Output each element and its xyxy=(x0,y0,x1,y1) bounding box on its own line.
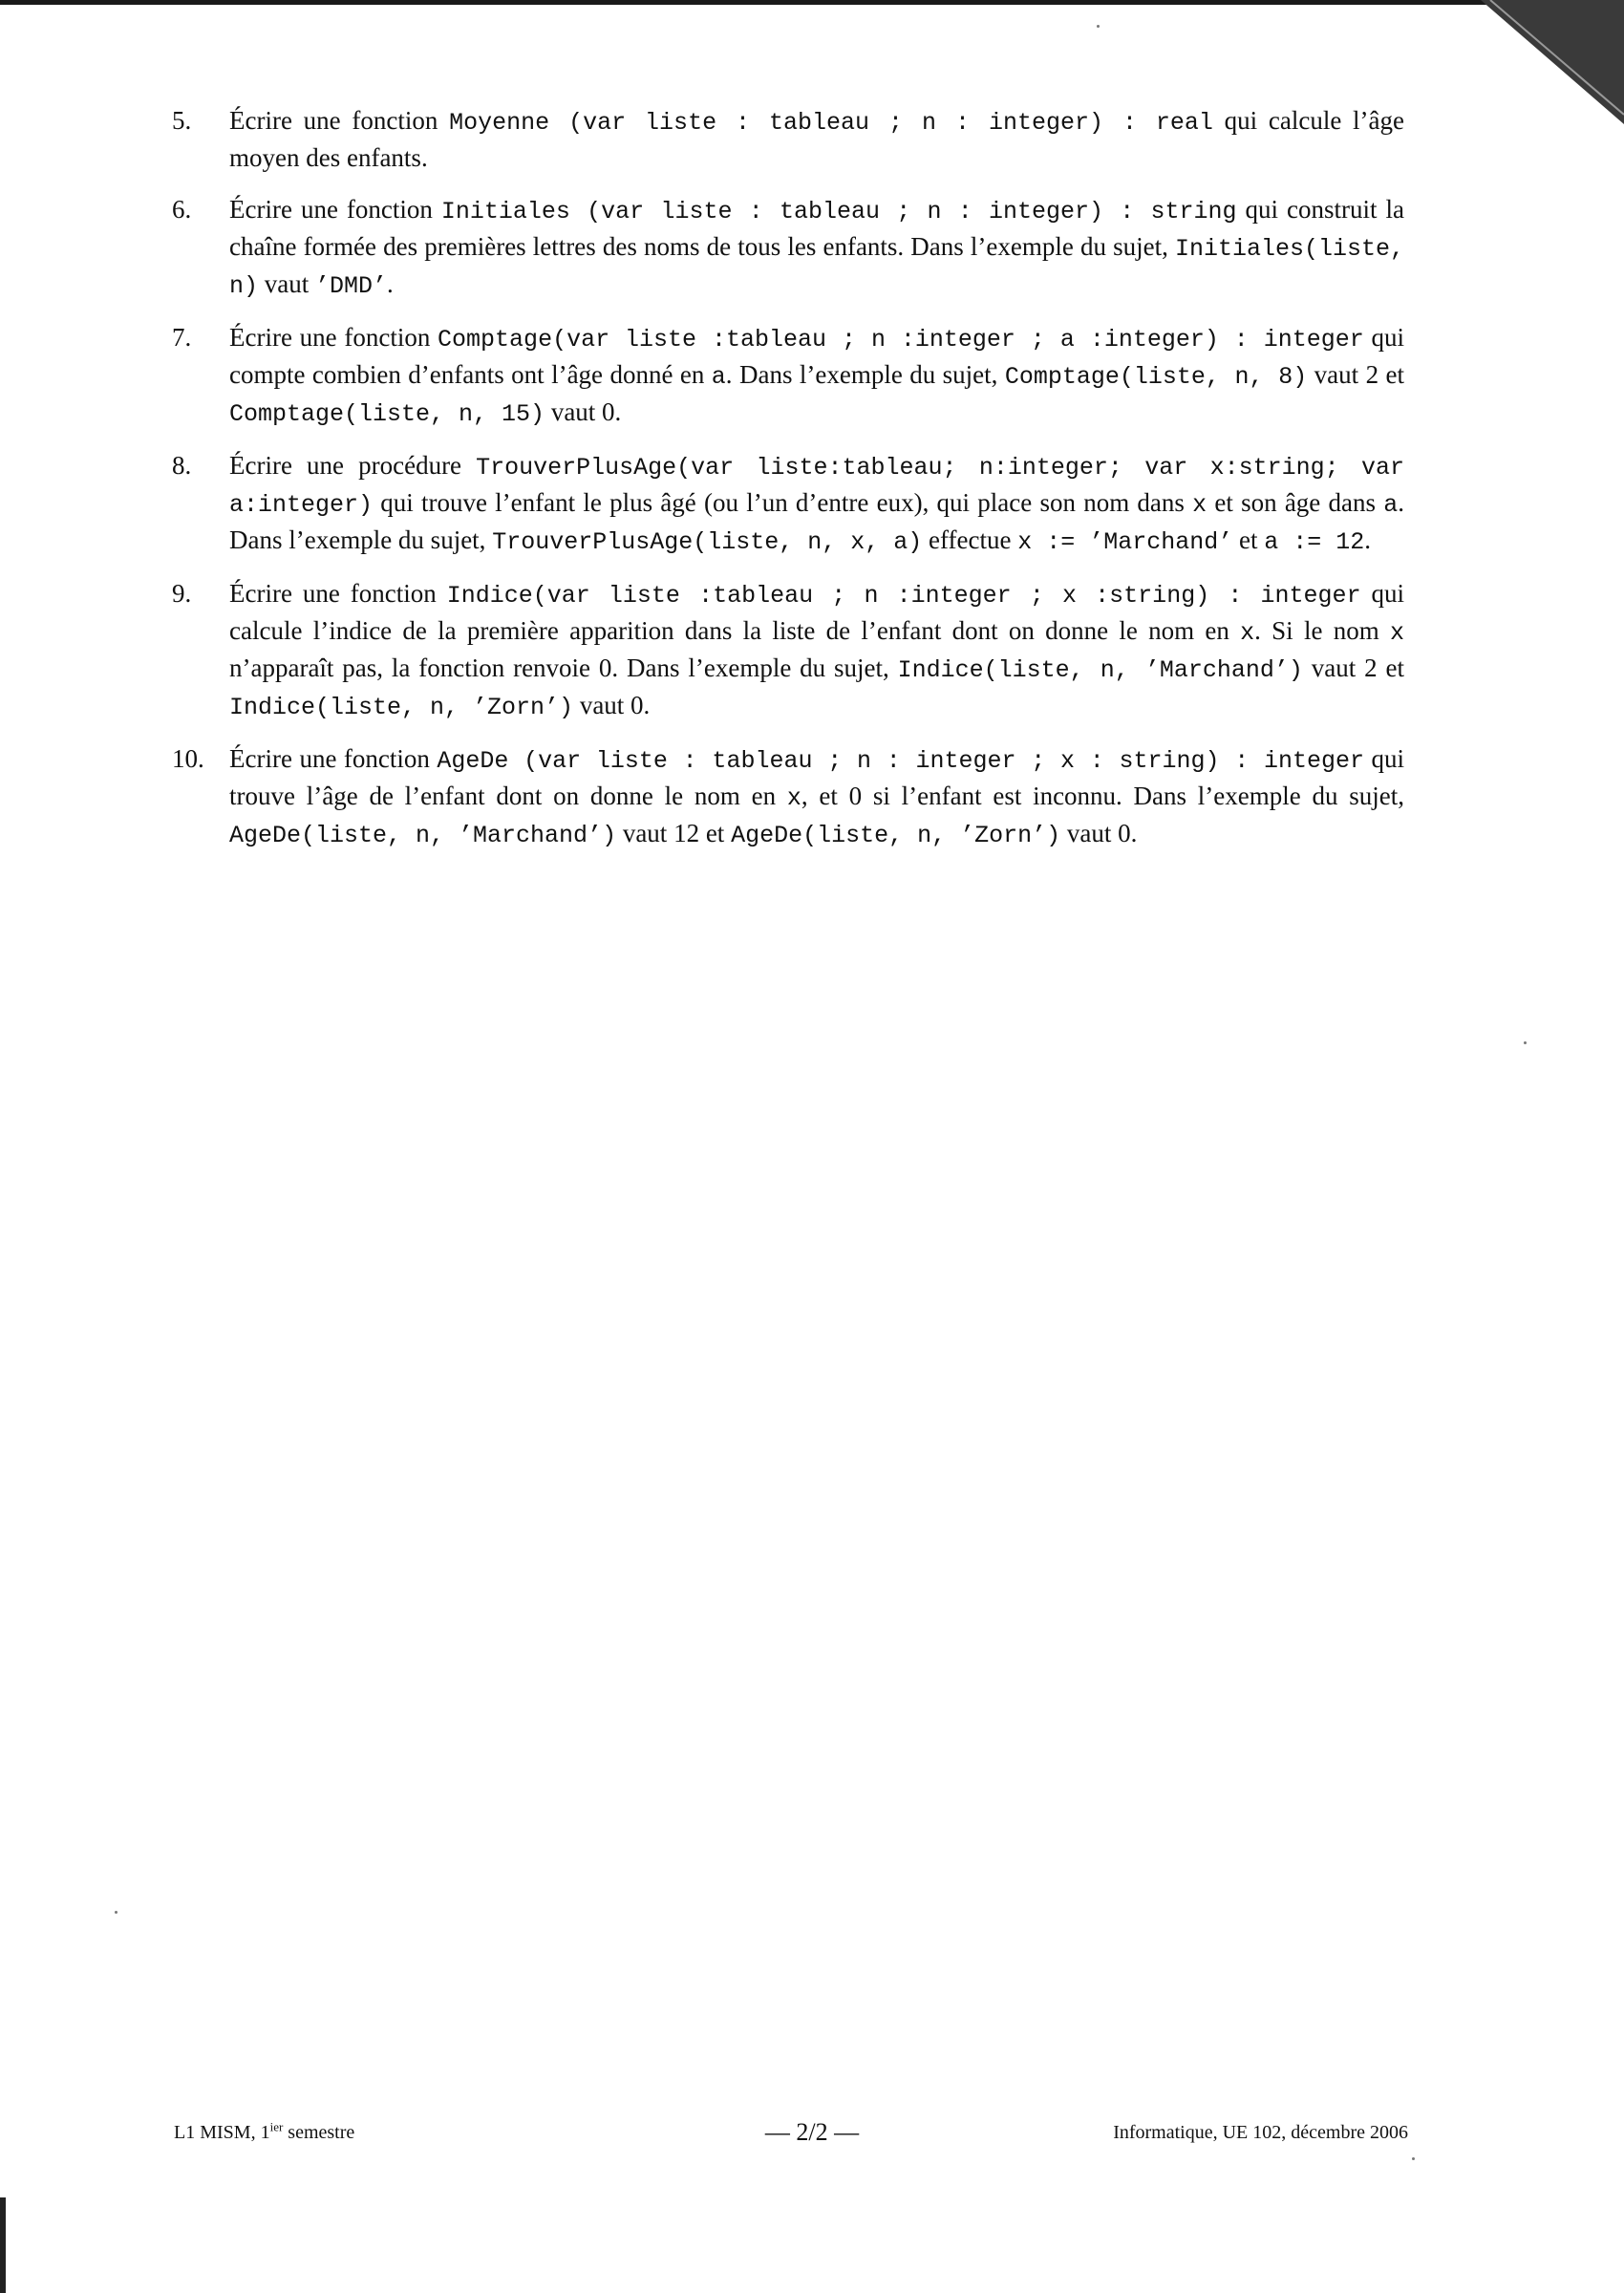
item-text xyxy=(229,192,1404,304)
code-run: x xyxy=(786,784,801,812)
code-run: Moyenne (var liste : tableau ; n : integer) : real xyxy=(449,109,1213,137)
exercise-list xyxy=(172,103,1404,869)
text-run: effectue xyxy=(922,525,1018,554)
exercise-item xyxy=(172,448,1404,560)
text-run: qui calcule l’âge moyen des enfants. xyxy=(229,106,1405,172)
text-run: vaut 2 et xyxy=(1302,654,1404,682)
code-run: a := 12 xyxy=(1264,528,1365,556)
code-run: Comptage(var liste :tableau ; n :integer ; a :integer) : integer xyxy=(438,326,1364,354)
exercise-item xyxy=(172,192,1404,304)
folded-corner xyxy=(1481,0,1624,124)
text-run: vaut 0. xyxy=(545,397,622,426)
text-run: Écrire une fonction xyxy=(229,195,441,224)
code-run: Indice(var liste :tableau ; n :integer ; x :string) : integer xyxy=(446,582,1361,610)
item-text xyxy=(229,448,1404,560)
item-number: 5. xyxy=(172,106,192,135)
code-run: TrouverPlusAge(liste, n, x, a) xyxy=(492,528,923,556)
text-run: vaut 2 et xyxy=(1307,360,1404,389)
text-run: . Si le nom xyxy=(1254,616,1390,645)
code-run: a xyxy=(711,363,726,391)
item-number: 9. xyxy=(172,579,192,608)
item-text xyxy=(229,576,1404,725)
text-run: qui construit la chaîne formée des premières lettres des noms de tous les enfants. Dans l’exemple du sujet, xyxy=(229,195,1404,261)
exercise-item xyxy=(172,741,1404,853)
text-run: vaut 0. xyxy=(1060,819,1138,847)
code-run: ’DMD’ xyxy=(315,272,388,300)
item-number: 7. xyxy=(172,323,192,352)
code-run: TrouverPlusAge(var liste:tableau; n:integer; var x:string; var a:integer) xyxy=(229,454,1404,519)
text-run: Écrire une fonction xyxy=(229,323,438,352)
scan-left-edge xyxy=(0,2197,6,2293)
item-text xyxy=(229,320,1404,432)
code-run: Initiales(liste, n) xyxy=(229,235,1404,300)
code-run: Initiales (var liste : tableau ; n : integer) : string xyxy=(440,198,1237,225)
item-text xyxy=(229,103,1404,176)
code-run: a xyxy=(1383,491,1399,519)
code-run: x xyxy=(1240,619,1255,647)
scan-speck xyxy=(1097,25,1100,28)
item-number: 6. xyxy=(172,195,192,224)
text-run: et son âge dans xyxy=(1207,488,1384,517)
text-run: n’apparaît pas, la fonction renvoie 0. Dans l’exemple du sujet, xyxy=(229,654,898,682)
text-run: . Dans l’exemple du sujet, xyxy=(725,360,1005,389)
code-run: x xyxy=(1192,491,1207,519)
text-run: qui calcule l’indice de la première apparition dans la liste de l’enfant dont on donne le nom en xyxy=(229,579,1405,645)
exercise-item xyxy=(172,320,1404,432)
text-run: Écrire une fonction xyxy=(229,744,438,773)
text-run: qui trouve l’enfant le plus âgé (ou l’un d’entre eux), qui place son nom dans xyxy=(373,488,1193,517)
text-run: . xyxy=(1364,525,1372,554)
footer-course-main: L1 MISM, 1 xyxy=(174,2122,270,2143)
text-run: qui compte combien d’enfants ont l’âge donné en xyxy=(229,323,1405,389)
item-number: 8. xyxy=(172,451,192,480)
footer-subject: Informatique, UE 102, décembre 2006 xyxy=(1113,2122,1408,2143)
scan-speck xyxy=(115,1911,118,1914)
exercise-item xyxy=(172,103,1404,176)
code-run: AgeDe(liste, n, ’Marchand’) xyxy=(229,822,617,849)
text-run: vaut 0. xyxy=(573,691,651,719)
code-run: x := ’Marchand’ xyxy=(1017,528,1233,556)
text-run: , et 0 si l’enfant est inconnu. Dans l’exemple du sujet, xyxy=(801,782,1404,810)
footer-course-sup: ier xyxy=(269,2119,284,2134)
footer-course-rest: semestre xyxy=(283,2122,355,2143)
text-run: vaut 12 et xyxy=(616,819,732,847)
scan-top-edge xyxy=(0,0,1624,5)
code-run: Indice(liste, n, ’Marchand’) xyxy=(897,656,1303,684)
scan-speck xyxy=(1524,1041,1527,1044)
page-number: — 2/2 — xyxy=(764,2118,860,2146)
scan-speck xyxy=(1412,2157,1415,2160)
text-run: Écrire une fonction xyxy=(229,106,450,135)
text-run: Écrire une fonction xyxy=(229,579,447,608)
text-run: vaut xyxy=(258,269,316,298)
text-run: . Dans l’exemple du sujet, xyxy=(229,488,1404,554)
code-run: Indice(liste, n, ’Zorn’) xyxy=(229,694,574,721)
code-run: Comptage(liste, n, 15) xyxy=(229,400,545,428)
text-run: Écrire une procédure xyxy=(229,451,477,480)
item-text xyxy=(229,741,1404,853)
code-run: AgeDe (var liste : tableau ; n : integer ; x : string) : integer xyxy=(437,747,1365,775)
item-number: 10. xyxy=(172,744,204,773)
text-run: qui trouve l’âge de l’enfant dont on donne le nom en xyxy=(229,744,1405,810)
code-run: Comptage(liste, n, 8) xyxy=(1004,363,1308,391)
exercise-item xyxy=(172,576,1404,725)
code-run: x xyxy=(1389,619,1404,647)
text-run: . xyxy=(387,269,394,298)
code-run: AgeDe(liste, n, ’Zorn’) xyxy=(731,822,1061,849)
text-run: et xyxy=(1232,525,1265,554)
